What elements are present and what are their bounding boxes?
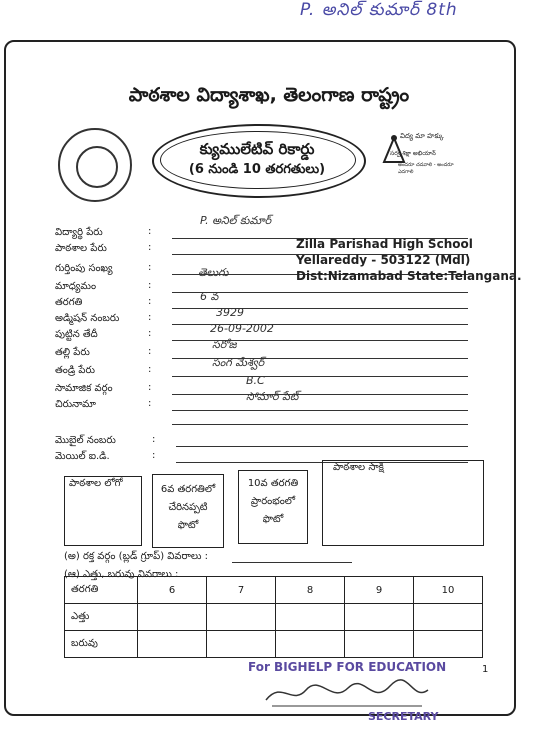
field-value-date-of-birth: 26-09-2002: [210, 322, 274, 335]
field-label-student-name: విద్యార్థి పేరు: [55, 227, 103, 238]
ssa-logo-line2: సర్వ శిక్షా అభియాన్: [390, 150, 436, 157]
school-logo-box: [64, 476, 142, 546]
handwritten-top-note: P. అనిల్ కుమార్ 8th: [300, 0, 458, 20]
height-weight-table: [64, 576, 483, 658]
blood-group-line: [232, 562, 352, 563]
page-number: 1: [482, 664, 489, 675]
field-value-mother-name: సరోజ: [212, 338, 237, 351]
field-colon: :: [152, 450, 156, 461]
table-row: [65, 604, 483, 631]
table-cell: [207, 604, 276, 631]
field-colon: :: [152, 434, 156, 445]
field-colon: :: [148, 262, 152, 273]
table-cell: [138, 604, 207, 631]
field-line-father-name: [172, 376, 468, 377]
field-colon: :: [148, 364, 152, 375]
field-line-mobile: [176, 446, 468, 447]
table-cell: [207, 631, 276, 658]
field-line-social-category: [172, 394, 468, 395]
field-label-mobile: మొబైల్ నంబరు: [55, 435, 116, 446]
class10-photo-line2: ప్రారంభంలో: [250, 496, 296, 507]
class-9-header: 9: [345, 577, 414, 604]
table-cell: [276, 604, 345, 631]
field-label-email: మెయిల్ ఐ.డి.: [55, 451, 110, 462]
class10-photo-line3: ఫొటో: [262, 514, 284, 525]
class10-photo-box: [238, 470, 308, 544]
row-header-weight: బరువు: [65, 631, 138, 658]
ssa-logo: [380, 132, 470, 175]
field-colon: :: [148, 398, 152, 409]
field-value-medium: తెలుగు: [198, 266, 229, 279]
table-cell: [345, 604, 414, 631]
school-logo-box-label: పాఠశాల లోగో: [69, 478, 123, 489]
field-colon: :: [148, 280, 152, 291]
class-8-header: 8: [276, 577, 345, 604]
table-cell: [138, 631, 207, 658]
ssa-logo-line1: విద్య మా హక్కు: [400, 132, 444, 140]
signature-org-stamp: For BIGHELP FOR EDUCATION: [248, 660, 447, 674]
title-badge-line2: (6 నుండి 10 తరగతులు): [188, 162, 326, 177]
table-row: [65, 577, 483, 604]
class-6-header: 6: [138, 577, 207, 604]
field-colon: :: [148, 312, 152, 323]
table-cell: [414, 604, 483, 631]
class6-photo-line2: చేరినప్పటి: [168, 502, 208, 513]
field-label-mother-name: తల్లి పేరు: [55, 347, 90, 358]
row-header-height: ఎత్తు: [65, 604, 138, 631]
blood-group-label: (అ) రక్త వర్గం (బ్లడ్ గ్రూప్) వివరాలు :: [64, 551, 208, 562]
class6-photo-line1: 6వ తరగతిలో: [160, 484, 216, 495]
field-label-date-of-birth: పుట్టిన తేదీ: [55, 329, 98, 340]
field-value-address: సోమార్ పేట్: [246, 390, 299, 403]
field-value-social-category: B.C: [246, 374, 265, 387]
field-colon: :: [148, 328, 152, 339]
field-colon: :: [148, 226, 152, 237]
field-label-id-number: గుర్తింపు సంఖ్య: [55, 263, 113, 274]
field-line-address-1: [172, 410, 468, 411]
title-badge-line1: క్యుములేటివ్ రికార్డు: [199, 140, 315, 158]
table-cell: [276, 631, 345, 658]
table-cell: [345, 631, 414, 658]
table-cell: [414, 631, 483, 658]
school-witness-label: పాఠశాల సాక్షి: [333, 462, 384, 473]
table-row: [65, 631, 483, 658]
handwritten-signature: [262, 676, 432, 712]
field-line-address-2: [172, 424, 468, 425]
field-label-class: తరగతి: [55, 297, 83, 308]
class10-photo-line1: 10వ తరగతి: [247, 478, 299, 489]
department-header: పాఠశాల విద్యాశాఖ, తెలంగాణ రాష్ట్రం: [128, 84, 410, 106]
field-label-admission-number: అడ్మిషన్ నంబరు: [55, 313, 120, 324]
signature-title: SECRETARY: [368, 710, 439, 723]
field-colon: :: [148, 346, 152, 357]
school-stamp-line1: Zilla Parishad High School: [296, 237, 473, 251]
field-label-address: చిరునామా: [55, 399, 96, 410]
field-value-student-name: P. అనిల్ కుమార్: [200, 214, 272, 227]
row-header-class: తరగతి: [65, 577, 138, 604]
field-colon: :: [148, 382, 152, 393]
ssa-logo-line3: అందరూ చదవాలి - అందరూ ఎదగాలి: [398, 162, 454, 175]
field-value-father-name: సంగ మేశ్వర్: [212, 356, 265, 369]
field-value-admission-number: 3929: [216, 306, 244, 319]
school-stamp: [296, 236, 522, 284]
field-colon: :: [148, 242, 152, 253]
field-label-social-category: సామాజిక వర్గం: [55, 383, 113, 394]
class6-photo-box: [152, 474, 224, 548]
field-label-medium: మాధ్యమం: [55, 281, 97, 292]
class-10-header: 10: [414, 577, 483, 604]
class6-photo-line3: ఫొటో: [177, 520, 199, 531]
field-value-class: 6 వ: [200, 290, 219, 303]
school-witness-box: [322, 460, 484, 546]
field-colon: :: [148, 296, 152, 307]
class-7-header: 7: [207, 577, 276, 604]
field-label-father-name: తండ్రి పేరు: [55, 365, 95, 376]
height-weight-label: (ఆ) ఎత్తు, బరువు వివరాలు :: [64, 569, 179, 580]
school-stamp-line2: Yellareddy - 503122 (Mdl): [296, 253, 471, 267]
field-label-school-name: పాఠశాల పేరు: [55, 243, 107, 254]
telangana-seal-icon: [58, 128, 132, 202]
school-stamp-line3: Dist:Nizamabad State:Telangana.: [296, 269, 522, 283]
